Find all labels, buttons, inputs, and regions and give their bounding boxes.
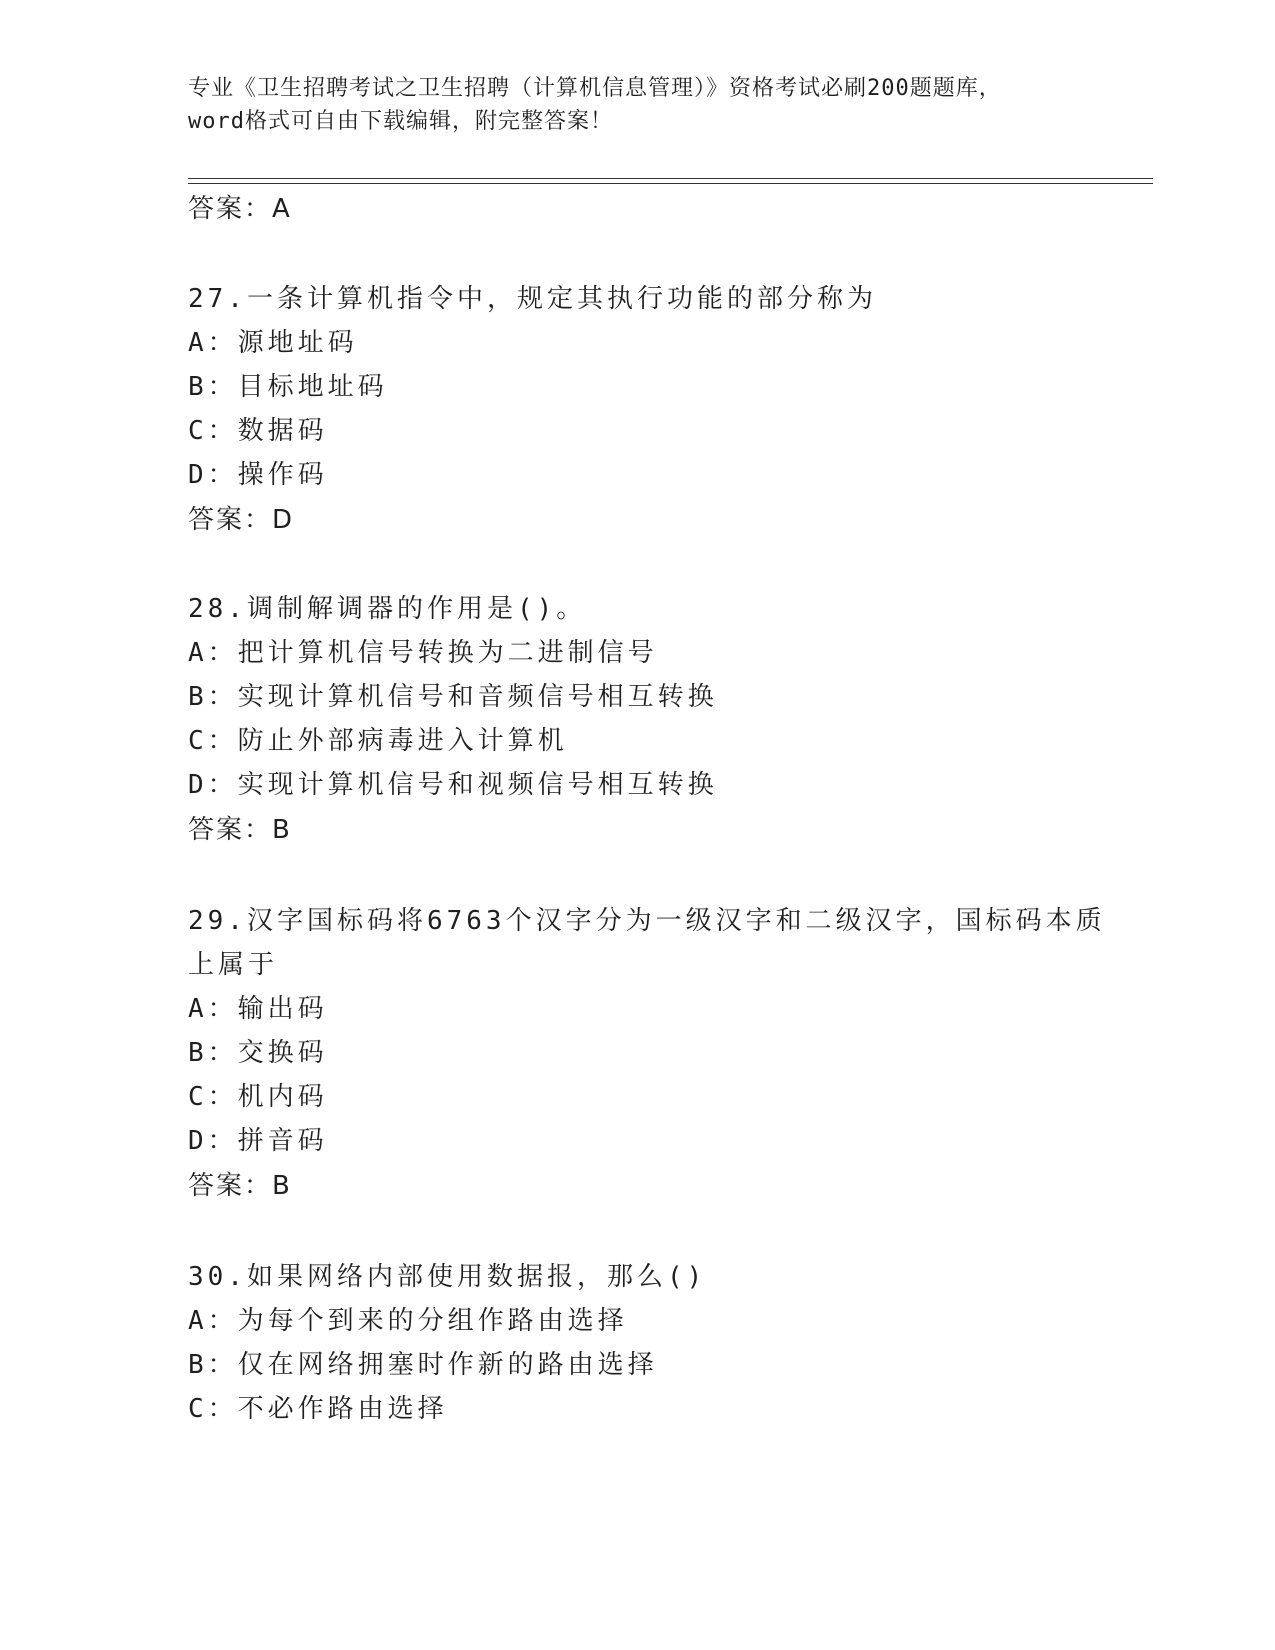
header-divider-bottom [188,183,1153,184]
answer-previous: 答案：A [188,194,292,224]
document-header [188,72,1088,138]
question-27-option-a: A：源地址码 [188,328,358,358]
question-29-option-c: C：机内码 [188,1082,328,1112]
question-29-stem-line-1: 29.汉字国标码将6763个汉字分为一级汉字和二级汉字，国标码本质 [188,906,1106,936]
question-29-option-b: B：交换码 [188,1038,328,1068]
question-27-option-d: D：操作码 [188,460,328,490]
question-28-option-a: A：把计算机信号转换为二进制信号 [188,638,658,668]
question-28-stem: 28.调制解调器的作用是()。 [188,594,587,624]
header-line-2: word格式可自由下载编辑，附完整答案！ [188,109,613,134]
question-27-answer: 答案：D [188,505,295,535]
question-29-option-a: A：输出码 [188,994,328,1024]
question-27-option-c: C：数据码 [188,416,328,446]
question-29-answer: 答案：B [188,1171,292,1201]
question-28-option-d: D：实现计算机信号和视频信号相互转换 [188,770,718,800]
question-28-option-b: B：实现计算机信号和音频信号相互转换 [188,682,718,712]
question-30-option-a: A：为每个到来的分组作路由选择 [188,1306,628,1336]
question-30-option-b: B：仅在网络拥塞时作新的路由选择 [188,1350,658,1380]
header-divider-top [188,178,1153,179]
header-line-1: 专业《卫生招聘考试之卫生招聘（计算机信息管理）》资格考试必刷200题题库， [188,76,1002,101]
question-29-stem-line-2: 上属于 [188,950,279,980]
question-27-stem: 27.一条计算机指令中，规定其执行功能的部分称为 [188,284,877,314]
question-29-option-d: D：拼音码 [188,1126,328,1156]
question-28-option-c: C：防止外部病毒进入计算机 [188,726,568,756]
question-30-stem: 30.如果网络内部使用数据报，那么() [188,1262,707,1292]
question-30-option-c: C：不必作路由选择 [188,1394,448,1424]
question-27-option-b: B：目标地址码 [188,372,388,402]
question-28-answer: 答案：B [188,815,292,845]
